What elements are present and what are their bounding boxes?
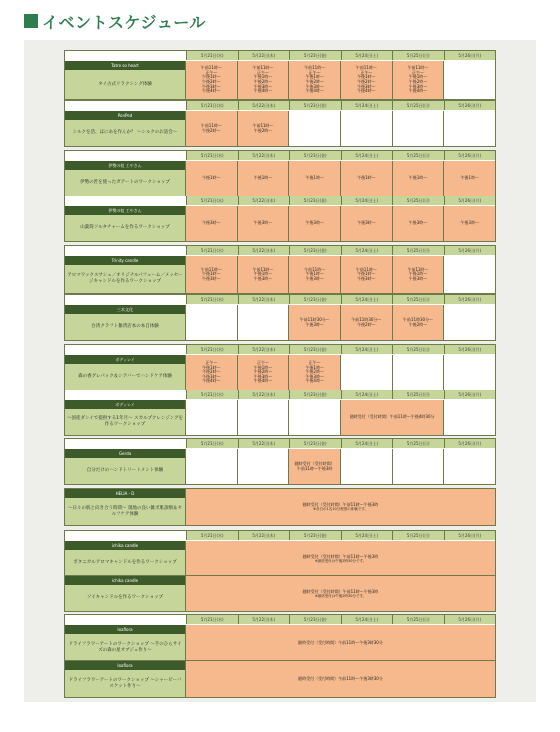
- day-header-cell: 5月26日(月): [445, 615, 496, 624]
- day-header-row: [65, 531, 495, 540]
- event-name: ソイキャンドルを作るワークショップ: [65, 585, 185, 611]
- event-label: [65, 576, 186, 611]
- day-header-cell: 5月25日(日): [393, 151, 445, 160]
- title-square-icon: [24, 14, 38, 28]
- event-row: [65, 625, 495, 661]
- event-name: 森の香グレパック＆シアバーでハンドケア体験: [65, 364, 185, 390]
- span-note-text: ※最終受付は午後2時30分です。: [314, 593, 367, 598]
- day-header-row: [65, 246, 495, 255]
- schedule-cell: 午後3時〜: [341, 206, 393, 241]
- schedule-cell: 午前11時〜 午後1時〜 午後3時〜: [289, 256, 341, 293]
- day-header-cell: 5月22日(木): [239, 295, 291, 304]
- day-header-cell: 5月21日(水): [187, 151, 239, 160]
- schedule-cell: [444, 111, 495, 146]
- schedule-cell: [393, 355, 445, 390]
- day-header-cell: 5月21日(水): [187, 390, 239, 399]
- day-header-cell: 5月26日(月): [445, 246, 496, 255]
- event-label: [65, 111, 186, 146]
- schedule-span-cell: [186, 625, 495, 661]
- event-block: [64, 100, 496, 147]
- event-label: [65, 541, 186, 576]
- event-label: [65, 661, 186, 697]
- day-header-cell: 5月26日(月): [445, 151, 496, 160]
- day-header-row: [65, 151, 495, 160]
- day-header-row: [65, 345, 495, 354]
- header-blank-cell: [65, 151, 187, 160]
- day-header-cell: 5月21日(水): [187, 439, 239, 448]
- day-header-cell: 5月22日(木): [239, 345, 291, 354]
- event-name: ボタニカルアロマキャンドルを作るワークショップ: [65, 550, 185, 576]
- event-row: [65, 541, 495, 576]
- header-blank-cell: [65, 51, 187, 60]
- event-organizer: ボディレイ: [65, 355, 185, 364]
- schedule-cell: 午後1時〜: [341, 161, 393, 196]
- day-header-cell: 5月26日(月): [445, 51, 496, 60]
- event-organizer: 伊勢の奴 工やさん: [65, 206, 185, 215]
- day-header-cell: 5月21日(水): [187, 101, 239, 110]
- event-organizer: ichika candle: [65, 576, 185, 585]
- event-row: [65, 576, 495, 611]
- event-organizer: Ioaflora: [65, 661, 185, 670]
- schedule-cell: [186, 449, 238, 484]
- day-header-cell: 5月21日(水): [187, 615, 239, 624]
- schedule-cell: 正午〜 午後1時〜 午後2時〜 午後3時〜 午後4時〜: [186, 355, 238, 390]
- event-row: [65, 206, 495, 241]
- day-header-cell: 5月25日(日): [393, 196, 445, 205]
- day-header-cell: 5月26日(月): [445, 531, 496, 540]
- event-label: [65, 489, 186, 525]
- event-organizer: PonPed: [65, 111, 185, 120]
- page-title-bar: [24, 10, 206, 32]
- schedule-cell: 午後3時〜: [289, 206, 341, 241]
- day-header-row: [65, 439, 495, 448]
- schedule-cell: 午後1時〜: [238, 161, 290, 196]
- schedule-cell: 午前11時〜 午後1時〜 午後3時〜: [341, 256, 393, 293]
- schedule-cell: [393, 449, 445, 484]
- day-header-cell: 5月25日(日): [393, 295, 445, 304]
- event-name: 台湾クラフト雑貨店本の本自体験: [65, 314, 185, 340]
- day-header-cell: 5月26日(月): [445, 196, 496, 205]
- schedule-cell: 午前11時〜 午後1時〜 午後3時〜: [238, 256, 290, 293]
- event-organizer: HELIA - D: [65, 489, 185, 498]
- event-label: [65, 625, 186, 661]
- schedule-cell: [341, 449, 393, 484]
- event-label: [65, 161, 186, 196]
- schedule-cell: 午後1時〜: [393, 161, 445, 196]
- day-header-cell: 5月26日(月): [445, 101, 496, 110]
- schedule-cell: 午後3時〜: [238, 206, 290, 241]
- schedule-cell: 午後3時〜: [444, 206, 495, 241]
- day-header-cell: 5月22日(木): [239, 390, 291, 399]
- header-blank-cell: [65, 295, 187, 304]
- header-blank-cell: [65, 615, 187, 624]
- event-row: [65, 400, 495, 435]
- schedule-cell: [186, 400, 238, 435]
- event-block: [64, 50, 496, 100]
- schedule-cell: 随時受付（受付時間） 午前11時〜午後3時: [289, 449, 341, 484]
- day-header-cell: 5月22日(木): [239, 196, 291, 205]
- day-header-cell: 5月25日(日): [393, 439, 445, 448]
- schedule-cell: [444, 256, 495, 293]
- schedule-cell: 午前11時〜 正午〜 午後1時〜 午後2時〜 午後3時〜 午後4時〜: [186, 61, 238, 99]
- event-block: [64, 294, 496, 341]
- schedule-cell: [444, 400, 495, 435]
- event-organizer: ボディレイ: [65, 400, 185, 409]
- day-header-cell: 5月21日(水): [187, 51, 239, 60]
- schedule-cell: 随時受付（受付時間）午前11時〜午後4時30分: [341, 400, 444, 435]
- day-header-cell: 5月23日(金): [290, 345, 342, 354]
- day-header-row: [65, 295, 495, 304]
- day-header-cell: 5月24日(土): [342, 295, 394, 304]
- event-block: [64, 150, 496, 242]
- day-header-cell: 5月26日(月): [445, 439, 496, 448]
- day-header-cell: 5月24日(土): [342, 101, 394, 110]
- day-header-cell: 5月24日(土): [342, 345, 394, 354]
- header-blank-cell: [65, 345, 187, 354]
- header-blank-cell: [65, 390, 187, 399]
- event-name: ドライフラワーアートのワークショップ 〜シャービーバスケット作り〜: [65, 670, 185, 697]
- schedule-cell: 午前11時〜 正午〜 午後1時〜 午後2時〜 午後3時〜 午後4時〜: [341, 61, 393, 99]
- schedule-cell: [186, 305, 238, 340]
- schedule-cell: [444, 61, 495, 99]
- schedule-cell: 午後1時〜: [444, 161, 495, 196]
- event-name: アロマワックスサシェ／オリジナルパフューム／メッセージキャンドルを作るワークショップ: [65, 265, 185, 293]
- event-label: [65, 355, 186, 390]
- day-header-cell: 5月21日(水): [187, 345, 239, 354]
- event-row: [65, 256, 495, 293]
- event-organizer: Gerda: [65, 449, 185, 458]
- day-header-cell: 5月23日(金): [290, 615, 342, 624]
- day-header-row: [65, 196, 495, 205]
- schedule-cell: 午前11時30分〜 午後2時〜: [393, 305, 445, 340]
- day-header-cell: 5月24日(土): [342, 390, 394, 399]
- day-header-row: [65, 390, 495, 399]
- schedule-cell: [238, 449, 290, 484]
- span-note-text: ※最終受付は午後2時30分です。: [314, 558, 367, 563]
- day-header-cell: 5月22日(木): [239, 101, 291, 110]
- event-name: シルクを活、ほにあを作んか？ 〜シルクのお話会〜: [65, 120, 185, 146]
- event-organizer: 伊勢の奴 工やさん: [65, 161, 185, 170]
- day-header-cell: 5月25日(日): [393, 390, 445, 399]
- day-header-cell: 5月22日(木): [239, 615, 291, 624]
- day-header-cell: 5月23日(金): [290, 439, 342, 448]
- event-name: タイ古式リラクシング体験: [65, 70, 185, 99]
- event-label: [65, 256, 186, 293]
- schedule-cell: 午後3時〜: [393, 206, 445, 241]
- event-label: [65, 400, 186, 435]
- day-header-cell: 5月21日(水): [187, 295, 239, 304]
- day-header-cell: 5月24日(土): [342, 151, 394, 160]
- day-header-row: [65, 51, 495, 60]
- event-block: [64, 245, 496, 294]
- schedule-cell: 午前11時〜 午後2時〜: [186, 111, 238, 146]
- event-label: [65, 305, 186, 340]
- span-time-text: 随時受付（受付時間）午前11時〜午後3時: [302, 502, 379, 508]
- day-header-cell: 5月22日(木): [239, 151, 291, 160]
- schedule-cell: 午前11時30分〜 午後2時〜: [341, 305, 393, 340]
- event-label: [65, 449, 186, 484]
- event-row: [65, 161, 495, 196]
- day-header-cell: 5月23日(金): [290, 101, 342, 110]
- schedule-cell: 午前11時〜 正午〜 午後1時〜 午後2時〜 午後3時〜 午後4時〜: [238, 61, 290, 99]
- event-name: 山葉筒ソルタチャームを作るワークショップ: [65, 215, 185, 241]
- schedule-cell: [341, 355, 393, 390]
- schedule-span-cell: [186, 661, 495, 697]
- schedule-span-cell: [186, 541, 495, 576]
- event-name: ドライフラワーアートのワークショップ 〜手のひらサイズの森の星オブジェ作り〜: [65, 634, 185, 661]
- schedule-cell: 午前11時〜 午後2時〜: [238, 111, 290, 146]
- event-row: [65, 489, 495, 525]
- day-header-cell: 5月24日(土): [342, 615, 394, 624]
- event-block: [64, 344, 496, 436]
- day-header-cell: 5月25日(日): [393, 615, 445, 624]
- span-time-text: 随時受付（受付時間）午前11時〜午後3時30分: [298, 640, 383, 646]
- day-header-cell: 5月25日(日): [393, 51, 445, 60]
- day-header-row: [65, 101, 495, 110]
- day-header-cell: 5月25日(日): [393, 246, 445, 255]
- day-header-cell: 5月26日(月): [445, 295, 496, 304]
- event-organizer: Tatre so heart: [65, 61, 185, 70]
- event-organizer: 三木文化: [65, 305, 185, 314]
- schedule-cell: 午後3時〜: [186, 206, 238, 241]
- day-header-cell: 5月24日(土): [342, 531, 394, 540]
- event-organizer: Trinity candle: [65, 256, 185, 265]
- schedule-cell: [444, 355, 495, 390]
- schedule-cell: [444, 305, 495, 340]
- event-row: [65, 661, 495, 697]
- event-organizer: ichika candle: [65, 541, 185, 550]
- day-header-cell: 5月23日(金): [290, 196, 342, 205]
- event-row: [65, 305, 495, 340]
- span-time-text: 随時受付（受付時間）午前11時〜午後3時30分: [298, 676, 383, 682]
- event-row: [65, 449, 495, 484]
- span-time-text: 随時受付（受付時間）午前11時〜午後3時: [302, 553, 379, 559]
- event-name: 〜日々の肌と向き合う時間〜 現地の良い雑ボ肌診断＆セルフケア体験: [65, 498, 185, 525]
- day-header-cell: 5月24日(土): [342, 439, 394, 448]
- day-header-cell: 5月21日(水): [187, 196, 239, 205]
- event-block: [64, 438, 496, 485]
- schedule-cell: 正午〜 午後1時〜 午後2時〜 午後3時〜 午後4時〜: [238, 355, 290, 390]
- event-name: 〜国産ダシイで提供する1年月〜 スカルプクレンジングを作るワークショップ: [65, 409, 185, 435]
- schedule-cell: 午前11時〜 午後1時〜 午後3時〜: [186, 256, 238, 293]
- day-header-cell: 5月21日(水): [187, 246, 239, 255]
- day-header-cell: 5月22日(木): [239, 531, 291, 540]
- schedule-cell: [238, 400, 290, 435]
- schedule-cell: 正午〜 午後1時〜 午後2時〜 午後3時〜 午後4時〜: [289, 355, 341, 390]
- header-blank-cell: [65, 439, 187, 448]
- schedule-cell: [289, 111, 341, 146]
- day-header-cell: 5月22日(木): [239, 439, 291, 448]
- span-note-text: ※各日の1名10分程度の体験です。: [313, 507, 368, 512]
- header-blank-cell: [65, 531, 187, 540]
- event-organizer: Ioaflora: [65, 625, 185, 634]
- day-header-cell: 5月22日(木): [239, 246, 291, 255]
- schedule-cell: 午後1時〜: [186, 161, 238, 196]
- event-block: [64, 530, 496, 612]
- day-header-cell: 5月26日(月): [445, 390, 496, 399]
- event-name: 伊勢の匠を使ったガアートのワークショップ: [65, 170, 185, 196]
- schedule-cell: [444, 449, 495, 484]
- page-title: イベントスケジュール: [42, 12, 206, 32]
- schedule-cell: 午後1時〜: [289, 161, 341, 196]
- day-header-cell: 5月23日(金): [290, 390, 342, 399]
- day-header-cell: 5月23日(金): [290, 246, 342, 255]
- day-header-cell: 5月25日(日): [393, 345, 445, 354]
- event-name: 自分だけのハンドトリートメント体験: [65, 458, 185, 484]
- schedule-span-cell: [186, 576, 495, 611]
- header-blank-cell: [65, 246, 187, 255]
- event-block: [64, 614, 496, 698]
- schedule-cell: [238, 305, 290, 340]
- day-header-cell: 5月25日(日): [393, 531, 445, 540]
- day-header-cell: 5月23日(金): [290, 151, 342, 160]
- event-row: [65, 111, 495, 146]
- day-header-cell: 5月23日(金): [290, 295, 342, 304]
- day-header-cell: 5月24日(土): [342, 246, 394, 255]
- day-header-cell: 5月22日(木): [239, 51, 291, 60]
- day-header-cell: 5月26日(月): [445, 345, 496, 354]
- header-blank-cell: [65, 101, 187, 110]
- day-header-cell: 5月23日(金): [290, 531, 342, 540]
- day-header-cell: 5月21日(水): [187, 531, 239, 540]
- schedule-cell: [341, 111, 393, 146]
- event-block: [64, 488, 496, 526]
- day-header-row: [65, 615, 495, 624]
- event-label: [65, 61, 186, 99]
- schedule-cell: 午前11時30分〜 午後3時〜: [289, 305, 341, 340]
- span-time-text: 随時受付（受付時間）午前11時〜午後3時: [302, 588, 379, 594]
- day-header-cell: 5月23日(金): [290, 51, 342, 60]
- header-blank-cell: [65, 196, 187, 205]
- day-header-cell: 5月24日(土): [342, 51, 394, 60]
- schedule-span-cell: [186, 489, 495, 525]
- event-row: [65, 61, 495, 99]
- event-row: [65, 355, 495, 390]
- schedule-cell: [393, 111, 445, 146]
- schedule-cell: 午前11時〜 午後1時〜 午後3時〜: [393, 256, 445, 293]
- day-header-cell: 5月25日(日): [393, 101, 445, 110]
- event-label: [65, 206, 186, 241]
- schedule-cell: 午前11時〜 正午〜 午後1時〜 午後2時〜 午後3時〜 午後4時〜: [289, 61, 341, 99]
- day-header-cell: 5月24日(土): [342, 196, 394, 205]
- schedule-cell: 午前11時〜 正午〜 午後1時〜 午後2時〜 午後3時〜 午後4時〜: [393, 61, 445, 99]
- schedule-cell: [289, 400, 341, 435]
